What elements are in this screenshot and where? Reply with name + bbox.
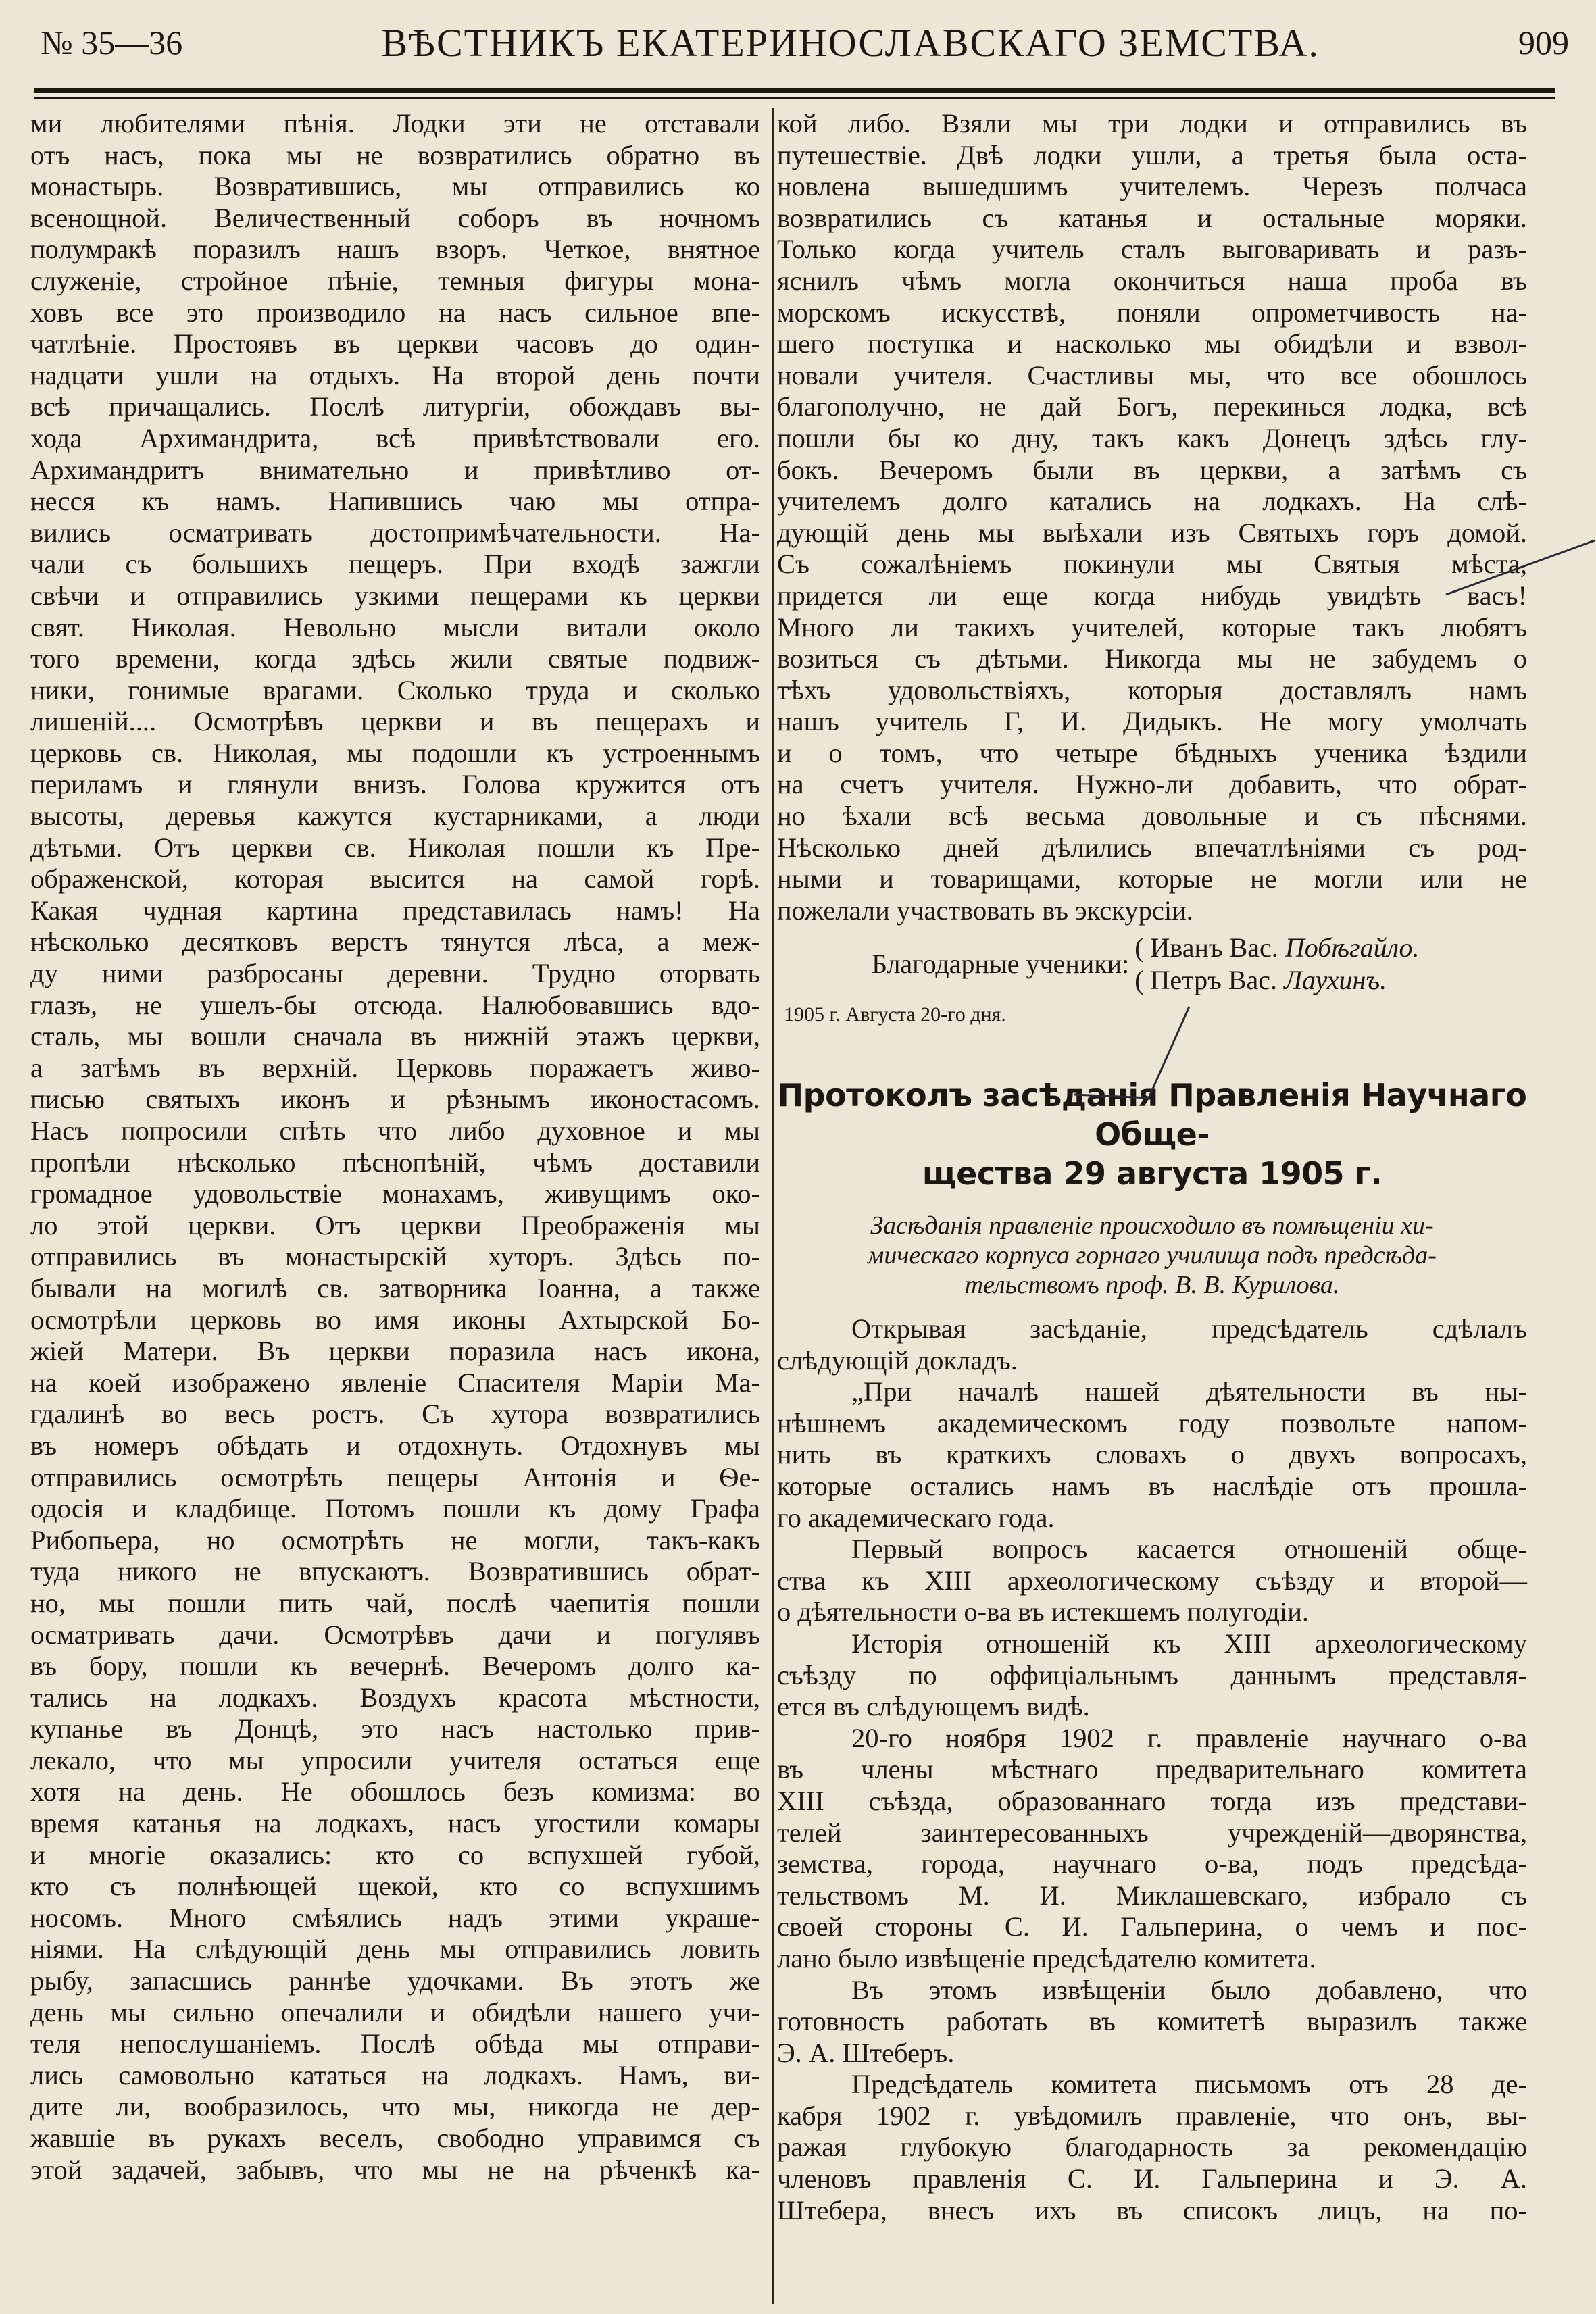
text-line: Открывая засѣданіе, предсѣдатель сдѣлалъ — [851, 1313, 1527, 1344]
text-line: нашъ учитель Г, И. Дидыкъ. Не могу умолчать — [777, 706, 1527, 737]
text-line: свѣчи и отправились узкими пещерами къ церкви — [30, 580, 760, 611]
text-line: чали съ большихъ пещеръ. При входѣ зажгли — [30, 549, 760, 580]
text-line: писью святыхъ иконъ и рѣзнымъ иконостасомъ. — [30, 1084, 760, 1115]
text-line: съѣзду по оффиціальнымъ даннымъ представля- — [777, 1659, 1527, 1690]
text-line: вились осматривать достопримѣчательности. На- — [30, 517, 760, 548]
text-line: новали учителя. Счастливы мы, что все обошлось — [777, 359, 1527, 391]
text-line: учителемъ долго катались на лодкахъ. На слѣ- — [777, 486, 1527, 517]
text-line: XIII съѣзда, образованнаго тогда изъ представи- — [777, 1785, 1527, 1816]
text-line: тались на лодкахъ. Воздухъ красота мѣстности, — [30, 1682, 760, 1713]
text-line: дите ли, вообразилось, что мы, никогда не дер- — [30, 2091, 760, 2122]
text-line: хода Архимандрита, всѣ привѣтствовали его. — [30, 422, 760, 453]
text-line: Э. А. Штеберъ. — [777, 2037, 955, 2068]
text-line: дѣтьми. Отъ церкви св. Николая пошли къ Пре- — [30, 832, 760, 863]
text-line: кабря 1902 г. увѣдомилъ правленіе, что онъ, вы- — [777, 2100, 1527, 2131]
text-line: жіей Матери. Въ церкви поразила насъ икона, — [30, 1336, 760, 1367]
text-line: надцати ушли на отдыхъ. На второй день почти — [30, 359, 760, 391]
text-line: своей стороны С. И. Гальперина, о чемъ и пос- — [777, 1911, 1527, 1942]
protocol-body — [777, 1313, 1527, 2226]
signature-name: ( Петръ Вас. Лаухинъ. — [1134, 965, 1387, 996]
text-line: ства къ XIII археологическому съѣзду и второй— — [777, 1565, 1527, 1596]
text-line: отправились осмотрѣть пещеры Антонія и Ѳе- — [30, 1461, 760, 1492]
text-line: монастырь. Возвратившись, мы отправились ко — [30, 171, 760, 202]
text-line: всенощной. Величественный соборъ въ ночномъ — [30, 202, 760, 233]
text-line: о дѣятельности о-ва въ истекшемъ полугодіи. — [777, 1596, 1310, 1628]
text-line: телей заинтересованныхъ учрежденій—дворянства, — [777, 1817, 1527, 1848]
header-rule-thin — [34, 97, 1555, 99]
text-line: одосія и кладбище. Потомъ пошли къ дому Графа — [30, 1493, 760, 1524]
page-number: 909 — [1518, 24, 1569, 61]
text-line: носомъ. Много смѣялись надъ этими украше- — [30, 1902, 760, 1933]
text-line: ло этой церкви. Отъ церкви Преображенія мы — [30, 1209, 760, 1240]
text-line: которые остались намъ въ наслѣдіе отъ прошла- — [777, 1471, 1527, 1501]
text-line: въ бору, пошли къ вечернѣ. Вечеромъ долго ка- — [30, 1651, 760, 1682]
text-line: несся къ намъ. Напившись чаю мы отпра- — [30, 486, 760, 517]
text-line: туда никого не впускаютъ. Возвратившись обрат- — [30, 1556, 760, 1587]
text-line: свят. Николая. Невольно мысли витали около — [30, 611, 760, 643]
text-line: Съ сожалѣніемъ покинули мы Святыя мѣста, — [777, 549, 1527, 580]
text-line: день мы сильно опечалили и обидѣли нашего учи- — [30, 1996, 760, 2028]
text-line: возвратились съ катанья и остальные моряки. — [777, 202, 1527, 233]
text-line: Много ли такихъ учителей, которые такъ любятъ — [777, 611, 1527, 643]
text-line: 20-го ноября 1902 г. правленіе научнаго о-ва — [851, 1722, 1527, 1753]
text-line: го академическаго года. — [777, 1502, 1055, 1533]
text-line: нѣшнемъ академическомъ году позвольте напом- — [777, 1407, 1527, 1438]
text-line: придется ли еще когда нибудь увидѣть васъ! — [777, 580, 1527, 611]
protocol-subtitle: Засѣданія правленіе происходило въ помѣщеніи хи- мическаго корпуса горнаго училища подъ предсѣда- тельствомъ проф. В. В. Курилова. — [868, 1211, 1437, 1300]
text-line: отъ насъ, пока мы не возвратились обратно въ — [30, 139, 760, 170]
text-line: лись самовольно кататься на лодкахъ. Намъ, ви- — [30, 2059, 760, 2090]
signature-names — [1134, 932, 1419, 997]
text-line: тельствомъ М. И. Миклашевскаго, избрало съ — [777, 1880, 1527, 1911]
text-line: высоты, деревья кажутся кустарниками, а люди — [30, 801, 760, 832]
text-line: хотя на день. Не обошлось безъ комизма: во — [30, 1776, 760, 1807]
text-line: Нѣсколько дней дѣлились впечатлѣніями съ род- — [777, 832, 1527, 863]
text-line: дующій день мы выѣхали изъ Святыхъ горъ домой. — [777, 517, 1527, 548]
text-line: ображенской, которая высится на самой горѣ. — [30, 863, 760, 895]
text-line: Насъ попросили спѣть что либо духовное и мы — [30, 1115, 760, 1146]
text-line: но ѣхали всѣ весьма довольные и съ пѣснями. — [777, 801, 1527, 832]
text-line: яснилъ чѣмъ могла окончиться наша проба въ — [777, 265, 1527, 296]
text-line: на счетъ учителя. Нужно-ли добавить, что обрат- — [777, 769, 1527, 800]
text-line: въ номеръ обѣдать и отдохнуть. Отдохнувъ мы — [30, 1430, 760, 1461]
text-line: полумракѣ поразилъ нашъ взоръ. Четкое, внятное — [30, 234, 760, 265]
text-line: отправились въ монастырскій хуторъ. Здѣсь по- — [30, 1241, 760, 1272]
text-line: Въ этомъ извѣщеніи было добавлено, что — [851, 1974, 1527, 2005]
text-line: всѣ причащались. Послѣ литургіи, обождавъ вы- — [30, 391, 760, 422]
page-header — [41, 12, 1569, 73]
header-rule-thick — [34, 88, 1555, 93]
text-line: лекало, что мы упросили учителя остаться еще — [30, 1744, 760, 1776]
text-line: а затѣмъ въ верхній. Церковь поражаетъ живо- — [30, 1052, 760, 1083]
text-line: бокъ. Вечеромъ были въ церкви, а затѣмъ съ — [777, 454, 1527, 485]
text-line: теля непослушаніемъ. Послѣ обѣда мы отправи- — [30, 2028, 760, 2059]
protocol-heading: Протоколъ засѣданія Правленія Научнаго Обще- щества 29 августа 1905 г. — [777, 1077, 1527, 1192]
signature-name: ( Иванъ Вас. Побѣгайло. — [1134, 932, 1420, 963]
text-line: лано было извѣщеніе предсѣдателю комитета. — [777, 1942, 1316, 1973]
text-line: церковь св. Николая, мы подошли къ устроеннымъ — [30, 737, 760, 768]
text-line: Штебера, внесъ ихъ въ списокъ лицъ, на по- — [777, 2194, 1527, 2225]
text-line: ховъ все это производило на насъ сильное впе- — [30, 297, 760, 328]
text-line: ми любителями пѣнія. Лодки эти не отставали — [30, 108, 760, 139]
text-line: осмотрѣли церковь во имя иконы Ахтырской Бо- — [30, 1304, 760, 1335]
text-line: ду ними разбросаны деревни. Трудно оторвать — [30, 958, 760, 989]
text-line: членовъ правленія С. И. Гальперина и Э. А. — [777, 2163, 1527, 2194]
text-line: гдалинѣ во весь ростъ. Съ хутора возвратились — [30, 1399, 760, 1430]
text-line: этой задачей, забывъ, что мы не на рѣченкѣ ка- — [30, 2154, 760, 2185]
text-line: ражая глубокую благодарность за рекомендацію — [777, 2132, 1527, 2163]
text-line: служеніе, стройное пѣніе, темныя фигуры мона- — [30, 265, 760, 296]
text-line: морскомъ искусствѣ, поняли опрометчивость на- — [777, 297, 1527, 328]
text-line: пропѣли нѣсколько пѣснопѣній, чѣмъ доставили — [30, 1147, 760, 1178]
text-line: благополучно, не дай Богъ, перекинься лодка, всѣ — [777, 391, 1527, 422]
signature-label: Благодарные ученики: — [872, 949, 1130, 980]
text-line: периламъ и глянули внизъ. Голова кружится отъ — [30, 769, 760, 800]
text-line: Архимандритъ внимательно и привѣтливо от- — [30, 454, 760, 485]
text-line: Предсѣдатель комитета письмомъ отъ 28 де- — [851, 2069, 1527, 2100]
text-line: купанье въ Донцѣ, это насъ настолько прив- — [30, 1713, 760, 1744]
text-line: возиться съ дѣтьми. Никогда мы не забудемъ о — [777, 643, 1527, 674]
text-line: того времени, когда здѣсь жили святые подвиж- — [30, 643, 760, 674]
text-line: ніями. На слѣдующій день мы отправились ловить — [30, 1934, 760, 1965]
text-line: время катанья на лодкахъ, насъ угостили комары — [30, 1808, 760, 1839]
left-column — [30, 108, 760, 2186]
text-line: тѣхъ удовольствіяхъ, которыя доставлялъ намъ — [777, 674, 1527, 705]
text-line: осматривать дачи. Осмотрѣвъ дачи и погулявъ — [30, 1619, 760, 1650]
text-line: лишеній.... Осмотрѣвъ церкви и въ пещерахъ и — [30, 706, 760, 737]
text-line: новлена вышедшимъ учителемъ. Черезъ полчаса — [777, 171, 1527, 202]
text-line: жавшіе въ рукахъ веселъ, свободно управимся съ — [30, 2123, 760, 2153]
text-line: Исторія отношеній къ XIII археологическому — [851, 1628, 1527, 1659]
text-line: Только когда учитель сталъ выговаривать и разъ- — [777, 234, 1527, 265]
text-line: готовность работать въ комитетѣ выразилъ также — [777, 2006, 1527, 2037]
text-line: кто съ полнѣющей щекой, кто со вспухшимъ — [30, 1871, 760, 1902]
text-line: шего поступка и насколько мы обидѣли и взвол- — [777, 328, 1527, 359]
text-line: въ члены мѣстнаго предварительнаго комитета — [777, 1754, 1527, 1785]
text-line: Какая чудная картина представилась намъ! На — [30, 895, 760, 926]
text-line: пожелали участвовать въ экскурсіи. — [777, 895, 1193, 926]
text-line: рыбу, запасшись раннѣе удочками. Въ этотъ же — [30, 1965, 760, 1996]
text-line: глазъ, не ушелъ-бы отсюда. Налюбовавшись вдо- — [30, 989, 760, 1020]
text-line: громадное удовольствіе монахамъ, живущимъ око- — [30, 1178, 760, 1209]
text-line: ники, гонимые врагами. Сколько труда и сколько — [30, 674, 760, 705]
text-line: нѣсколько десятковъ верстъ тянутся лѣса, а меж- — [30, 926, 760, 957]
text-line: Первый вопросъ касается отношеній обще- — [851, 1534, 1527, 1565]
letter-date: 1905 г. Августа 20-го дня. — [784, 1003, 1006, 1026]
text-line: ными и товарищами, которые не могли или не — [777, 863, 1527, 895]
text-line: земства, города, научнаго о-ва, подъ предсѣда- — [777, 1848, 1527, 1880]
text-line: ется въ слѣдующемъ видѣ. — [777, 1691, 1090, 1722]
column-divider — [772, 108, 774, 2304]
issue-number: № 35—36 — [41, 24, 183, 61]
text-line: и многіе оказались: кто со вспухшей губой, — [30, 1839, 760, 1870]
text-line: но, мы пошли пить чай, послѣ чаепитія пошли — [30, 1587, 760, 1618]
text-line: пошли бы ко дну, такъ какъ Донецъ здѣсь глу- — [777, 422, 1527, 453]
journal-title: ВѢСТНИКЪ ЕКАТЕРИНОСЛАВСКАГО ЗЕМСТВА. — [381, 20, 1320, 65]
text-line: на коей изображено явленіе Спасителя Маріи Ма- — [30, 1367, 760, 1398]
text-line: кой либо. Взяли мы три лодки и отправились въ — [777, 108, 1527, 139]
text-line: Рибопьера, но осмотрѣть не могли, такъ-какъ — [30, 1524, 760, 1555]
text-line: бывали на могилѣ св. затворника Іоанна, а также — [30, 1272, 760, 1303]
right-column — [777, 108, 1527, 2226]
text-line: нить въ краткихъ словахъ о двухъ вопросахъ, — [777, 1439, 1527, 1470]
signature-block — [777, 932, 1527, 997]
text-line: сталь, мы вошли сначала въ нижній этажъ церкви, — [30, 1021, 760, 1052]
text-line: слѣдующій докладъ. — [777, 1344, 1018, 1376]
text-line: путешествіе. Двѣ лодки ушли, а третья была оста- — [777, 139, 1527, 170]
text-line: и о томъ, что четыре бѣдныхъ ученика ѣздили — [777, 737, 1527, 768]
letter-continuation — [777, 108, 1527, 926]
text-line: чатлѣніе. Простоявъ въ церкви часовъ до один- — [30, 328, 760, 359]
text-line: „При началѣ нашей дѣятельности въ ны- — [851, 1376, 1527, 1407]
